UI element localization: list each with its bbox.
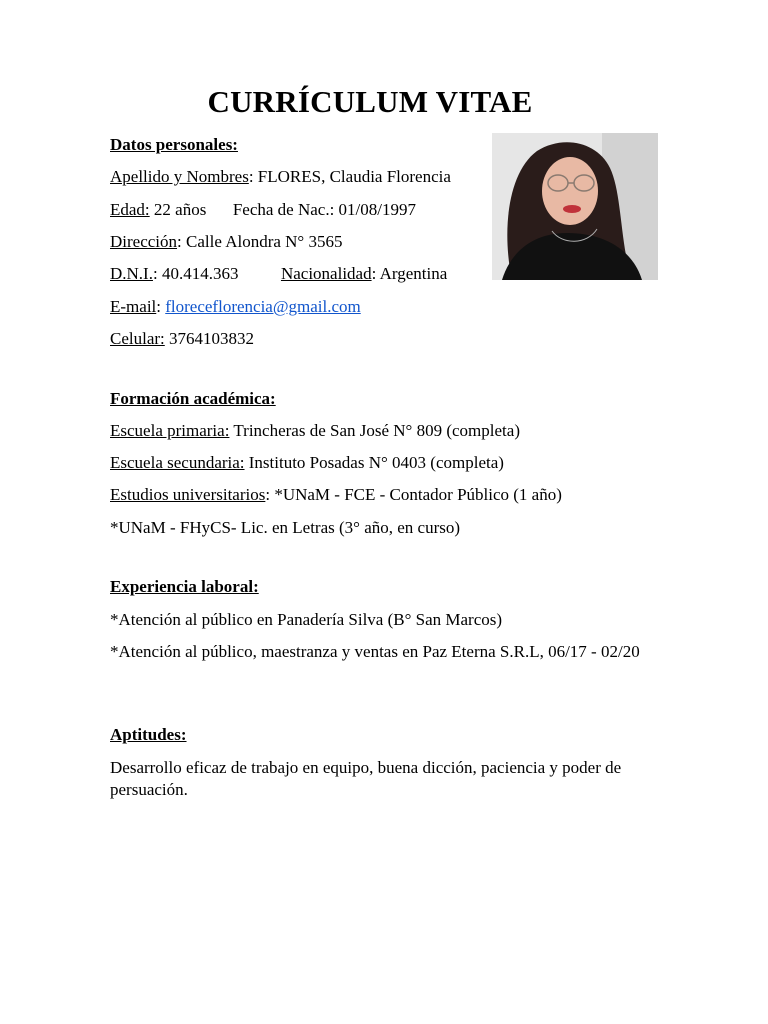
email-link[interactable]: floreceflorencia@gmail.com <box>165 297 361 316</box>
experience-item: *Atención al público, maestranza y ventas en Paz Eterna S.R.L, 06/17 - 02/20 <box>110 642 640 661</box>
dni-value: : 40.414.363 <box>152 264 239 283</box>
secondary-school-row <box>110 452 504 474</box>
dni-row <box>110 263 447 285</box>
profile-photo <box>492 133 658 280</box>
primary-label: Escuela primaria: <box>110 421 230 440</box>
profile-photo-image <box>492 133 658 280</box>
section-heading-experience: Experiencia laboral: <box>110 577 259 596</box>
section-heading-skills: Aptitudes: <box>110 725 187 744</box>
primary-value: Trincheras de San José N° 809 (completa) <box>229 421 520 440</box>
phone-value: 3764103832 <box>164 329 255 348</box>
section-heading-education: Formación académica: <box>110 389 276 408</box>
university-extra-row: *UNaM - FHyCS- Lic. en Letras (3° año, en curso) <box>110 518 461 537</box>
age-row <box>110 199 416 221</box>
name-row <box>110 166 451 188</box>
age-label: Edad: <box>110 200 150 219</box>
phone-row <box>110 328 254 350</box>
phone-label: Celular: <box>110 329 165 348</box>
university-label: Estudios universitarios <box>110 485 266 504</box>
primary-school-row <box>110 420 520 442</box>
address-value: : Calle Alondra N° 3565 <box>177 232 343 251</box>
email-label: E-mail <box>110 297 157 316</box>
email-row <box>110 296 361 318</box>
dob-text: Fecha de Nac.: 01/08/1997 <box>232 200 417 219</box>
secondary-label: Escuela secundaria: <box>110 453 245 472</box>
skills-text: Desarrollo eficaz de trabajo en equipo, buena dicción, paciencia y poder de persuación. <box>110 758 622 799</box>
secondary-value: Instituto Posadas N° 0403 (completa) <box>244 453 504 472</box>
address-label: Dirección <box>110 232 178 251</box>
university-row <box>110 484 562 506</box>
dni-label: D.N.I. <box>110 264 153 283</box>
university-value: : *UNaM - FCE - Contador Público (1 año) <box>265 485 562 504</box>
nationality-value: : Argentina <box>371 264 448 283</box>
address-row <box>110 231 342 253</box>
email-separator: : <box>156 297 166 316</box>
experience-item: *Atención al público en Panadería Silva (B° San Marcos) <box>110 610 503 629</box>
page-title: CURRÍCULUM VITAE <box>207 84 533 119</box>
nationality-label: Nacionalidad <box>280 264 372 283</box>
section-heading-personal: Datos personales: <box>110 135 238 154</box>
name-value: : FLORES, Claudia Florencia <box>248 167 451 186</box>
name-label: Apellido y Nombres <box>110 167 249 186</box>
age-value: 22 años <box>149 200 207 219</box>
